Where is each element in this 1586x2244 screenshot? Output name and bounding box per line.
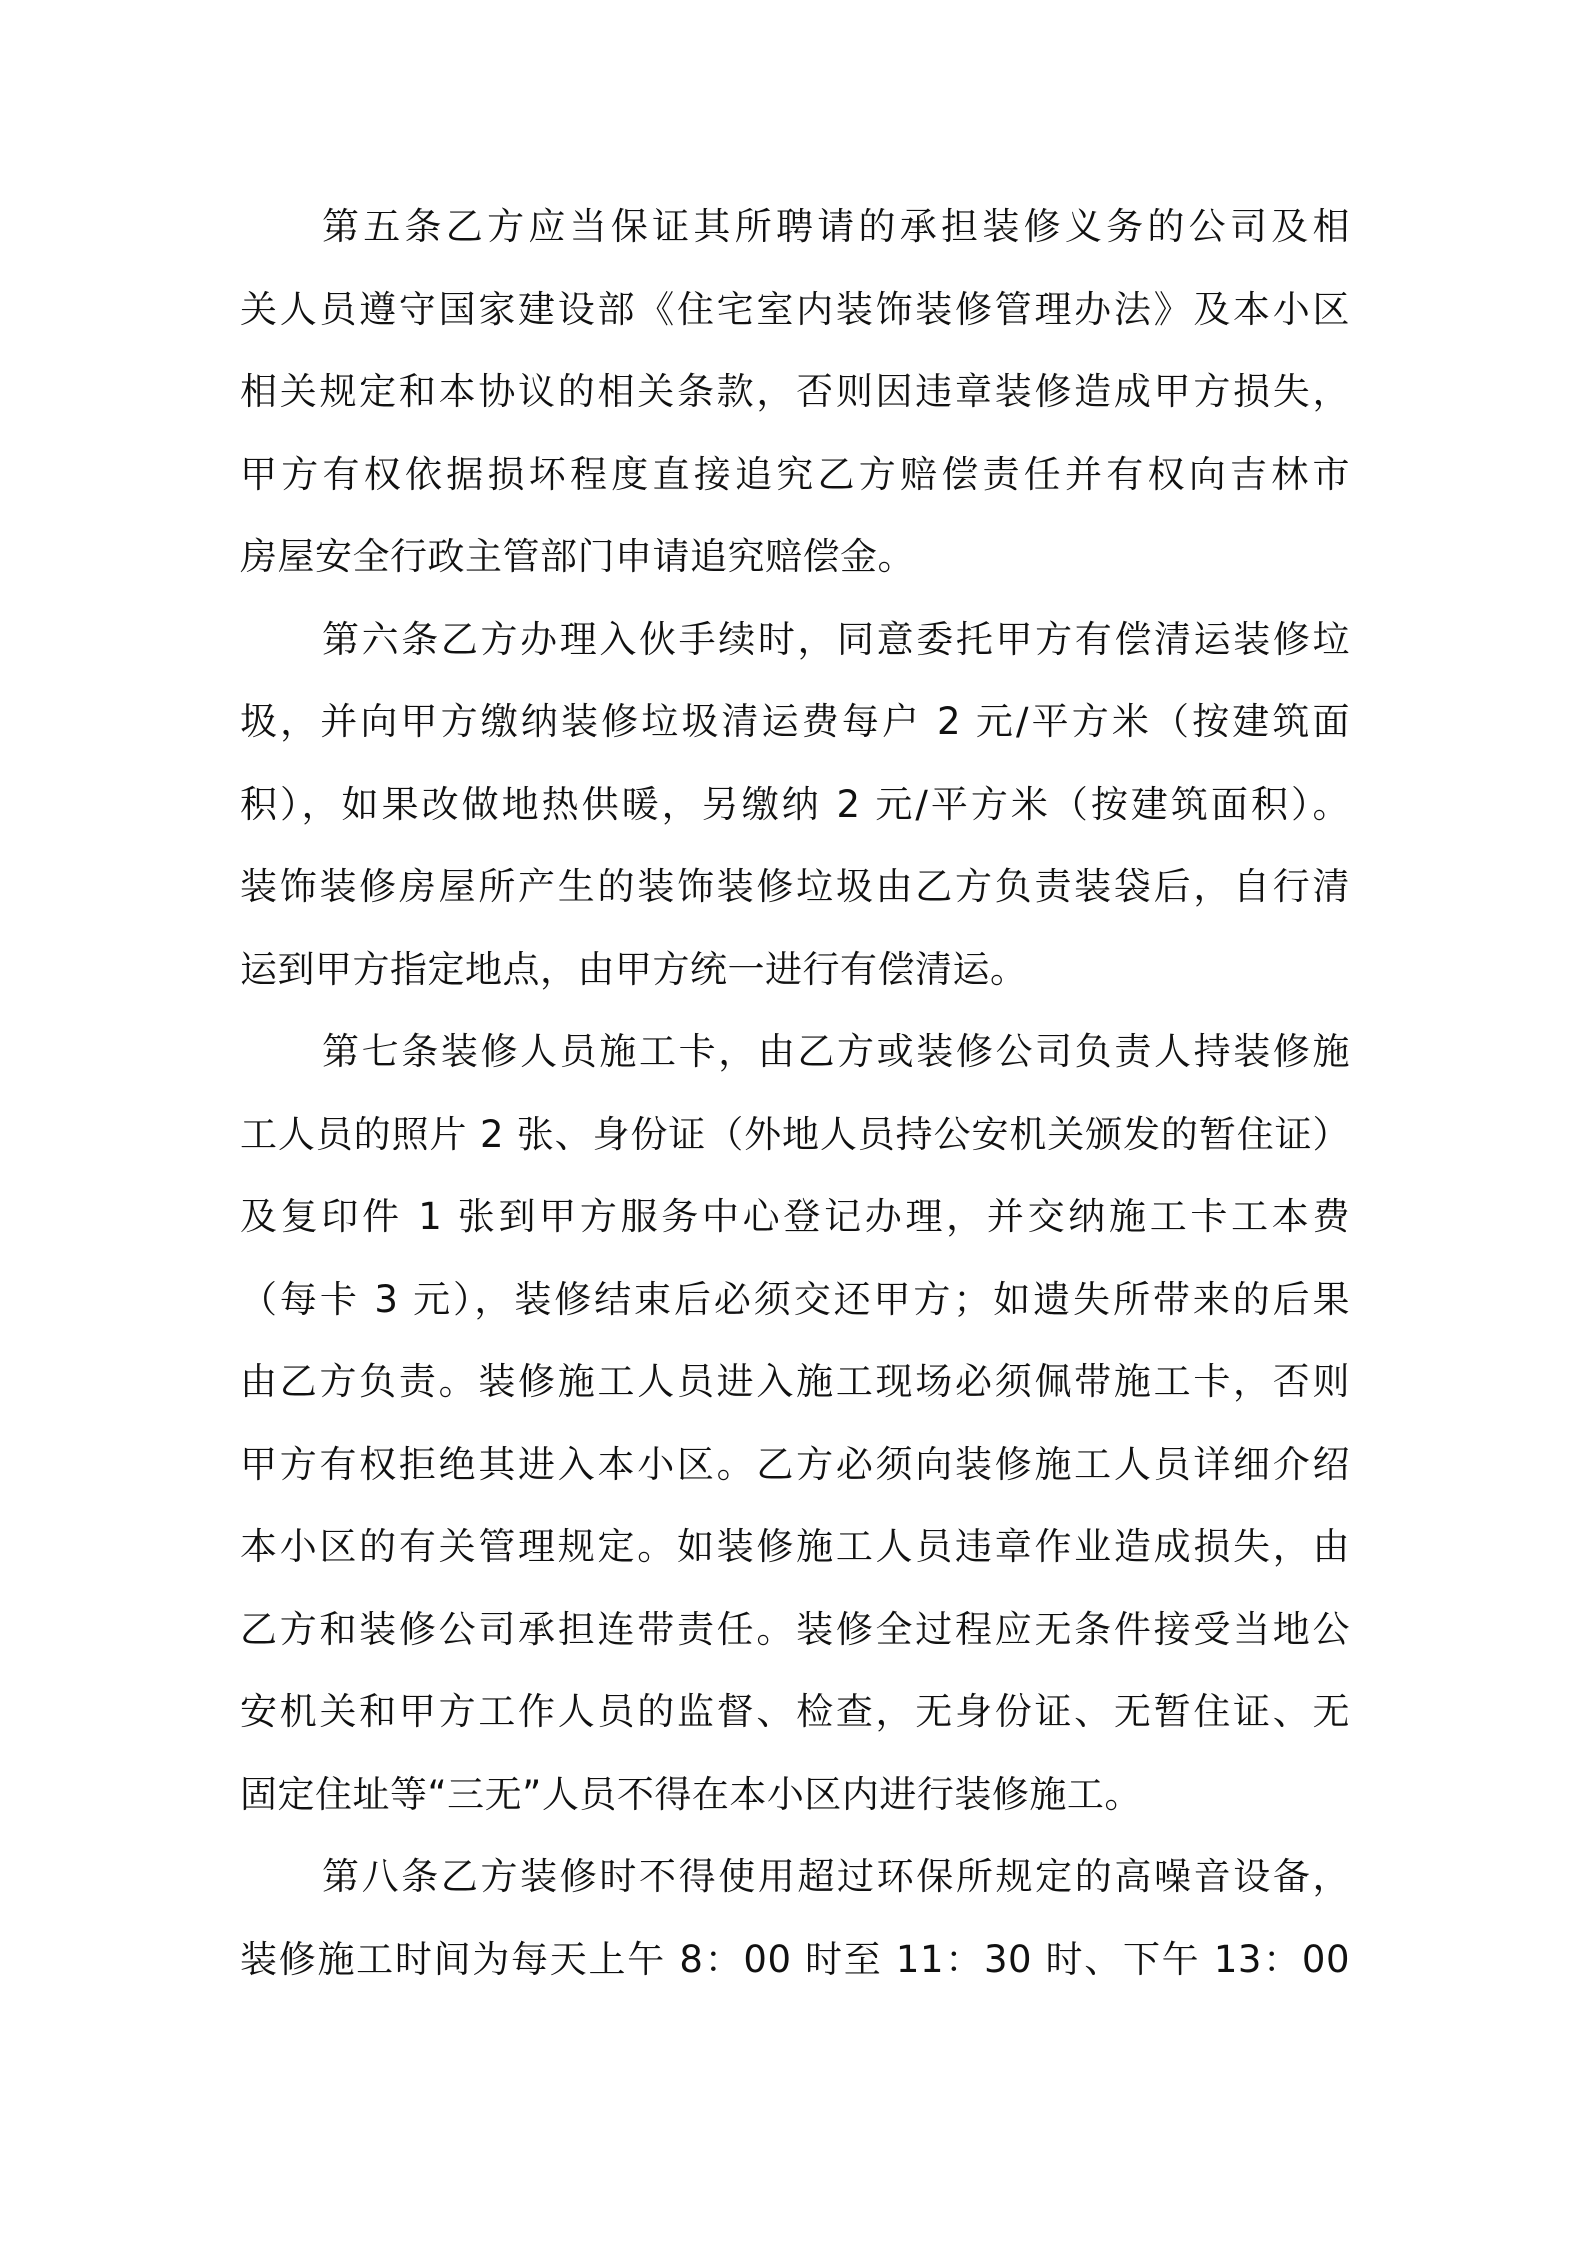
paragraph-7-line-10: 固定住址等“三无”人员不得在本小区内进行装修施工。 xyxy=(240,1772,1142,1816)
paragraph-6-line-3: 积），如果改做地热供暖，另缴纳 2 元/平方米（按建筑面积）。 xyxy=(240,782,1350,826)
paragraph-7-line-7: 本小区的有关管理规定。如装修施工人员违章作业造成损失，由 xyxy=(240,1525,1350,1568)
paragraph-5-line-1: 第五条乙方应当保证其所聘请的承担装修义务的公司及相 xyxy=(322,205,1350,248)
paragraph-7-line-2: 工人员的照片 2 张、身份证（外地人员持公安机关颁发的暂住证） xyxy=(240,1112,1350,1156)
paragraph-7-line-6: 甲方有权拒绝其进入本小区。乙方必须向装修施工人员详细介绍 xyxy=(240,1442,1350,1486)
paragraph-5-line-5: 房屋安全行政主管部门申请追究赔偿金。 xyxy=(240,535,915,578)
paragraph-6-line-2: 圾，并向甲方缴纳装修垃圾清运费每户 2 元/平方米（按建筑面 xyxy=(240,700,1350,743)
paragraph-8-line-1: 第八条乙方装修时不得使用超过环保所规定的高噪音设备， xyxy=(322,1855,1350,1898)
paragraph-7-line-9: 安机关和甲方工作人员的监督、检查，无身份证、无暂住证、无 xyxy=(240,1690,1350,1733)
paragraph-7-line-8: 乙方和装修公司承担连带责任。装修全过程应无条件接受当地公 xyxy=(240,1607,1350,1651)
paragraph-7-line-1: 第七条装修人员施工卡，由乙方或装修公司负责人持装修施 xyxy=(322,1030,1350,1073)
paragraph-7-line-5: 由乙方负责。装修施工人员进入施工现场必须佩带施工卡，否则 xyxy=(240,1360,1350,1403)
paragraph-5-line-3: 相关规定和本协议的相关条款，否则因违章装修造成甲方损失， xyxy=(240,370,1350,413)
paragraph-6-line-4: 装饰装修房屋所产生的装饰装修垃圾由乙方负责装袋后，自行清 xyxy=(240,865,1350,908)
paragraph-7-line-4: （每卡 3 元），装修结束后必须交还甲方；如遗失所带来的后果 xyxy=(240,1277,1350,1321)
paragraph-8-line-2: 装修施工时间为每天上午 8：00 时至 11：30 时、下午 13：00 xyxy=(240,1937,1350,1981)
paragraph-5-line-4: 甲方有权依据损坏程度直接追究乙方赔偿责任并有权向吉林市 xyxy=(240,452,1350,496)
paragraph-5-line-2: 关人员遵守国家建设部《住宅室内装饰装修管理办法》及本小区 xyxy=(240,287,1350,331)
paragraph-7-line-3: 及复印件 1 张到甲方服务中心登记办理，并交纳施工卡工本费 xyxy=(240,1195,1350,1238)
document-body xyxy=(240,186,1350,2001)
paragraph-6-line-5: 运到甲方指定地点，由甲方统一进行有偿清运。 xyxy=(240,947,1028,991)
paragraph-6-line-1: 第六条乙方办理入伙手续时，同意委托甲方有偿清运装修垃 xyxy=(322,617,1350,661)
